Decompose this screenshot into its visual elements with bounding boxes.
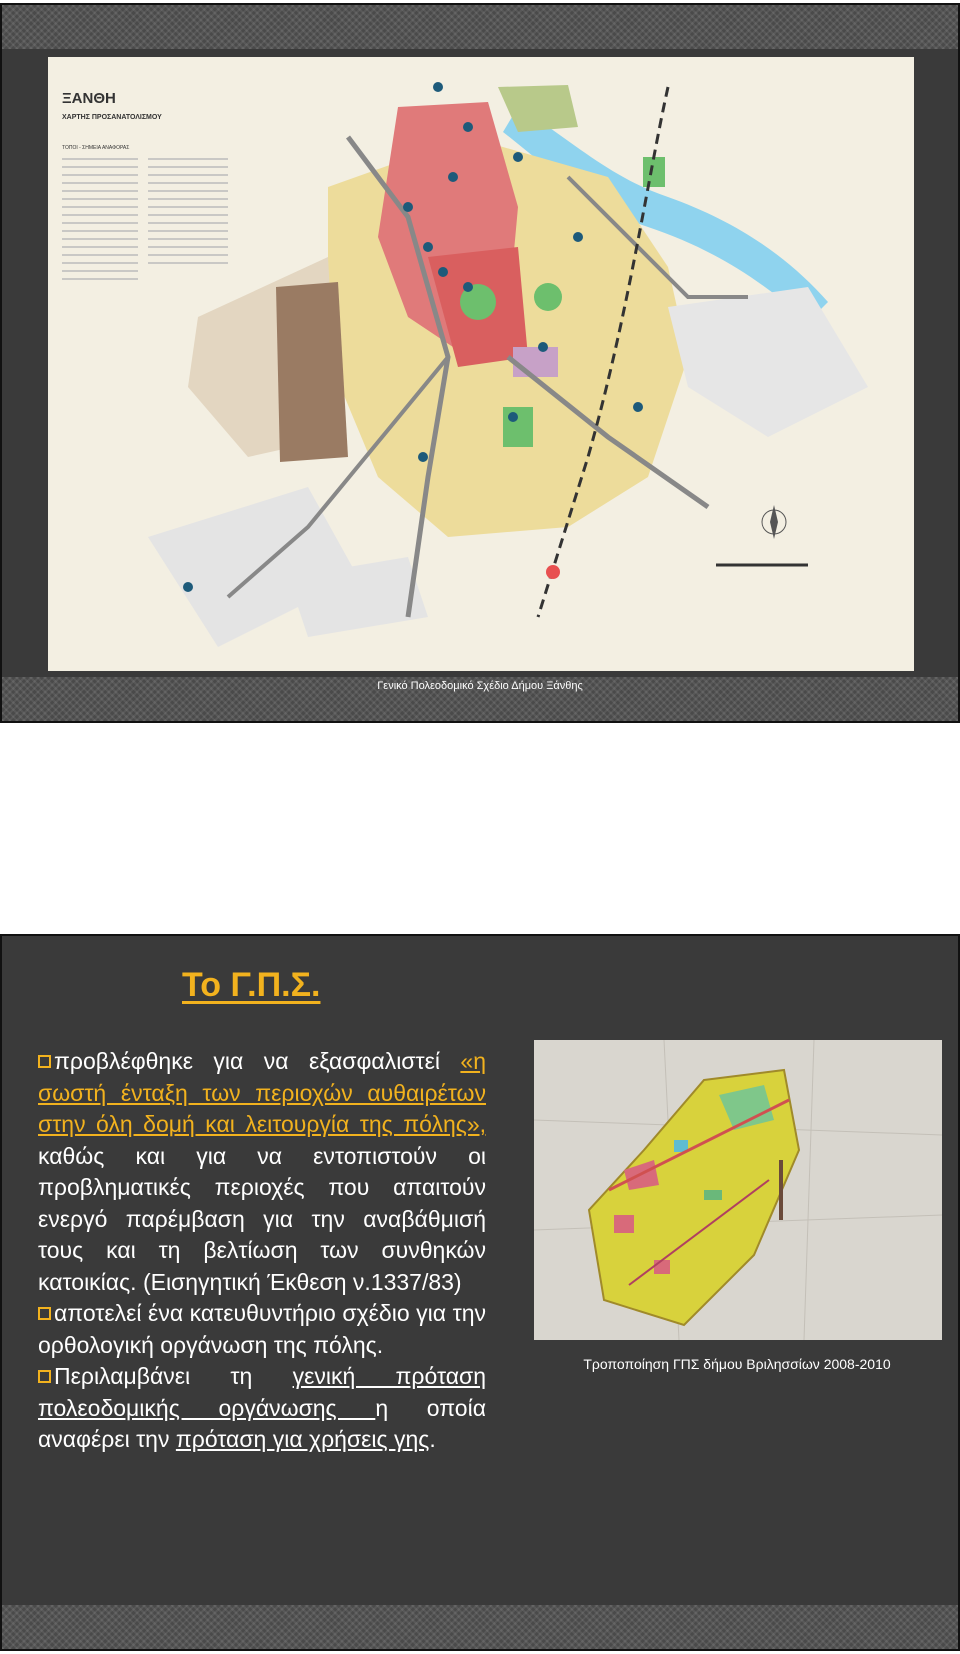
paragraph-1 <box>38 1046 486 1298</box>
slide-2 <box>0 934 960 1651</box>
paragraph-2 <box>38 1298 486 1361</box>
plan-photo-graphic <box>534 1040 942 1340</box>
checkbox-bullet-icon <box>38 1307 51 1320</box>
slide-title: Το Γ.Π.Σ. <box>182 966 321 1004</box>
slide-body <box>38 1046 486 1456</box>
map-caption: Γενικό Πολεοδομικό Σχέδιο Δήμου Ξάνθης <box>377 680 583 692</box>
photo-caption: Τροποποίηση ΓΠΣ δήμου Βριλησσίων 2008-2010 <box>583 1356 891 1372</box>
map-legend-heading: ΤΟΠΟΙ - ΣΗΜΕΙΑ ΑΝΑΦΟΡΑΣ <box>62 145 130 151</box>
slide-1 <box>0 3 960 723</box>
para3-mid: η οποία αναφέρει την <box>38 1394 486 1452</box>
map-subtitle: ΧΑΡΤΗΣ ΠΡΟΣΑΝΑΤΟΛΙΣΜΟΥ <box>62 114 162 121</box>
para3-underline-1: γενική πρόταση πολεοδομικής οργάνωσης <box>38 1363 486 1421</box>
checkbox-bullet-icon <box>38 1055 51 1068</box>
slide-bottom-band <box>2 1605 958 1649</box>
map-graphic <box>48 57 914 671</box>
para3-underline-2: πρόταση για χρήσεις γης <box>175 1426 430 1452</box>
checkbox-bullet-icon <box>38 1370 51 1383</box>
para1-rest: καθώς και για να εντοπιστούν οι προβληματικές περιοχές που απαιτούν ενεργό παρέμβαση για την αναβάθμισή τους και τη βελτίωση των συνθηκών κατοικίας. (Εισηγητική Έκθεση ν.1337/83) <box>38 1142 486 1295</box>
xanthi-orientation-map <box>48 57 914 671</box>
para2-text: αποτελεί ένα κατευθυντήριο σχέδιο για την ορθολογική οργάνωση της πόλης. <box>38 1300 486 1358</box>
map-title: ΞΑΝΘΗ <box>62 90 116 107</box>
gps-plan-photo <box>534 1040 942 1340</box>
paragraph-3 <box>38 1361 486 1456</box>
para1-lead: προβλέφθηκε για να εξασφαλιστεί <box>54 1048 461 1074</box>
para3-end: . <box>429 1426 436 1452</box>
para1-highlight: «η σωστή ένταξη των περιοχών αυθαιρέτων στην όλη δομή και λειτουργία της πόλης», <box>38 1048 486 1137</box>
slide-top-band <box>2 5 958 49</box>
brown-parcel <box>276 282 348 462</box>
para3-lead: Περιλαμβάνει τη <box>54 1363 293 1389</box>
